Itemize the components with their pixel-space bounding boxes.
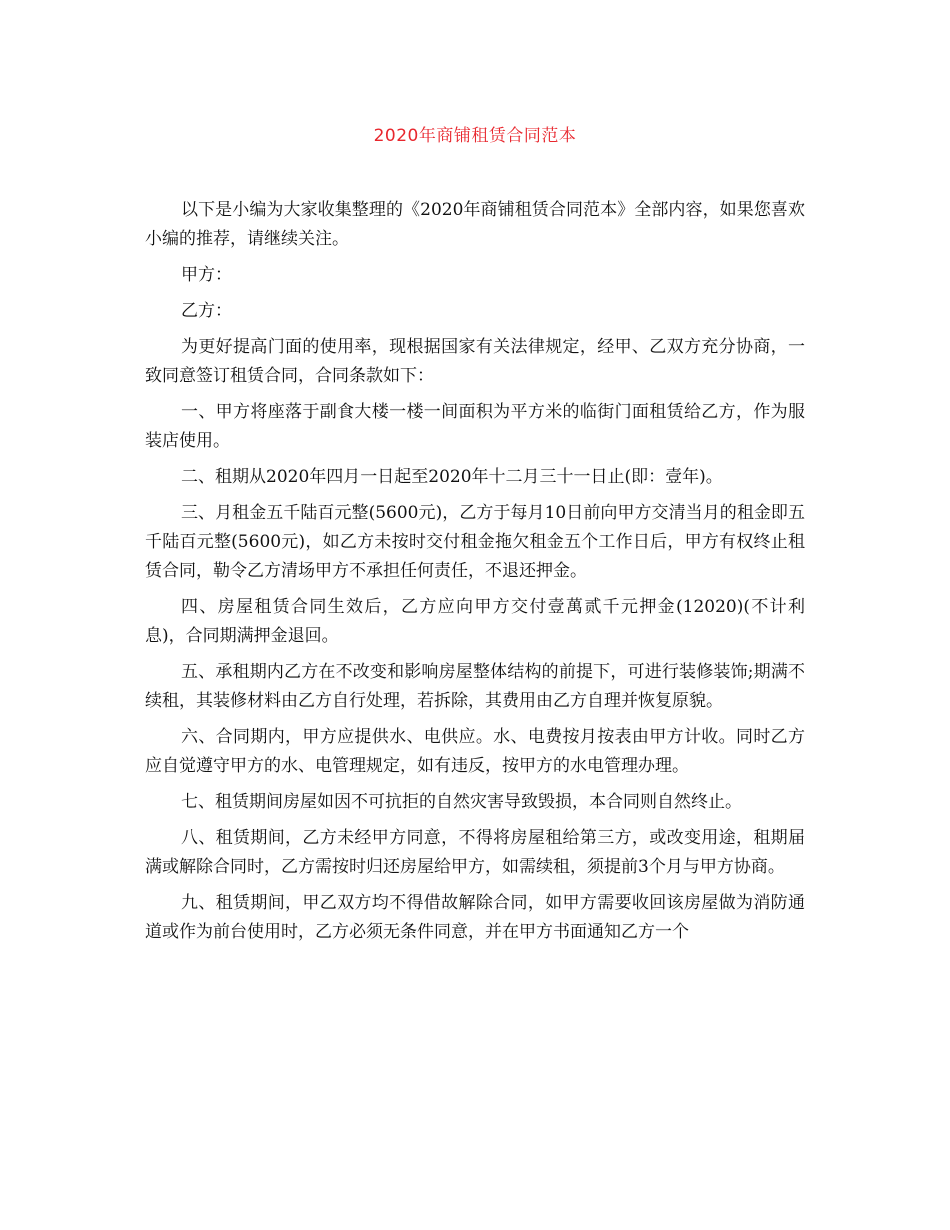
document-body (145, 196, 805, 954)
paragraph-clause-4: 四、房屋租赁合同生效后，乙方应向甲方交付壹萬贰千元押金(12020)(不计利息)，合同期满押金退回。 (145, 597, 805, 646)
paragraph-clause-6: 六、合同期内，甲方应提供水、电供应。水、电费按月按表由甲方计收。同时乙方应自觉遵守甲方的水、电管理规定，如有违反，按甲方的水电管理办理。 (145, 727, 805, 776)
paragraph-party-b: 乙方： (181, 301, 232, 321)
paragraph-intro: 以下是小编为大家收集整理的《2020年商铺租赁合同范本》全部内容，如果您喜欢小编的推荐，请继续关注。 (145, 200, 805, 249)
paragraph-clause-3: 三、月租金五千陆百元整(5600元)，乙方于每月10日前向甲方交清当月的租金即五千陆百元整(5600元)，如乙方未按时交付租金拖欠租金五个工作日后，甲方有权终止租赁合同，勒令乙方清场甲方不承担任何责任，不退还押金。 (145, 503, 805, 581)
paragraph-party-a: 甲方： (181, 265, 232, 285)
paragraph-clause-9: 九、租赁期间，甲乙双方均不得借故解除合同，如甲方需要收回该房屋做为消防通道或作为前台使用时，乙方必须无条件同意，并在甲方书面通知乙方一个 (145, 893, 805, 942)
paragraph-clause-5: 五、承租期内乙方在不改变和影响房屋整体结构的前提下，可进行装修装饰;期满不续租，其装修材料由乙方自行处理，若拆除，其费用由乙方自理并恢复原貌。 (145, 662, 805, 711)
document-title: 2020年商铺租赁合同范本 (373, 126, 577, 146)
paragraph-clause-1: 一、甲方将座落于副食大楼一楼一间面积为平方米的临街门面租赁给乙方，作为服装店使用。 (145, 402, 805, 451)
paragraph-preamble: 为更好提高门面的使用率，现根据国家有关法律规定，经甲、乙双方充分协商，一致同意签订租赁合同，合同条款如下： (145, 337, 805, 386)
paragraph-clause-7: 七、租赁期间房屋如因不可抗拒的自然灾害导致毁损，本合同则自然终止。 (181, 792, 742, 812)
paragraph-clause-2: 二、租期从2020年四月一日起至2020年十二月三十一日止(即：壹年)。 (181, 467, 723, 487)
paragraph-clause-8: 八、租赁期间，乙方未经甲方同意，不得将房屋租给第三方，或改变用途，租期届满或解除合同时，乙方需按时归还房屋给甲方，如需续租，须提前3个月与甲方协商。 (145, 828, 805, 877)
